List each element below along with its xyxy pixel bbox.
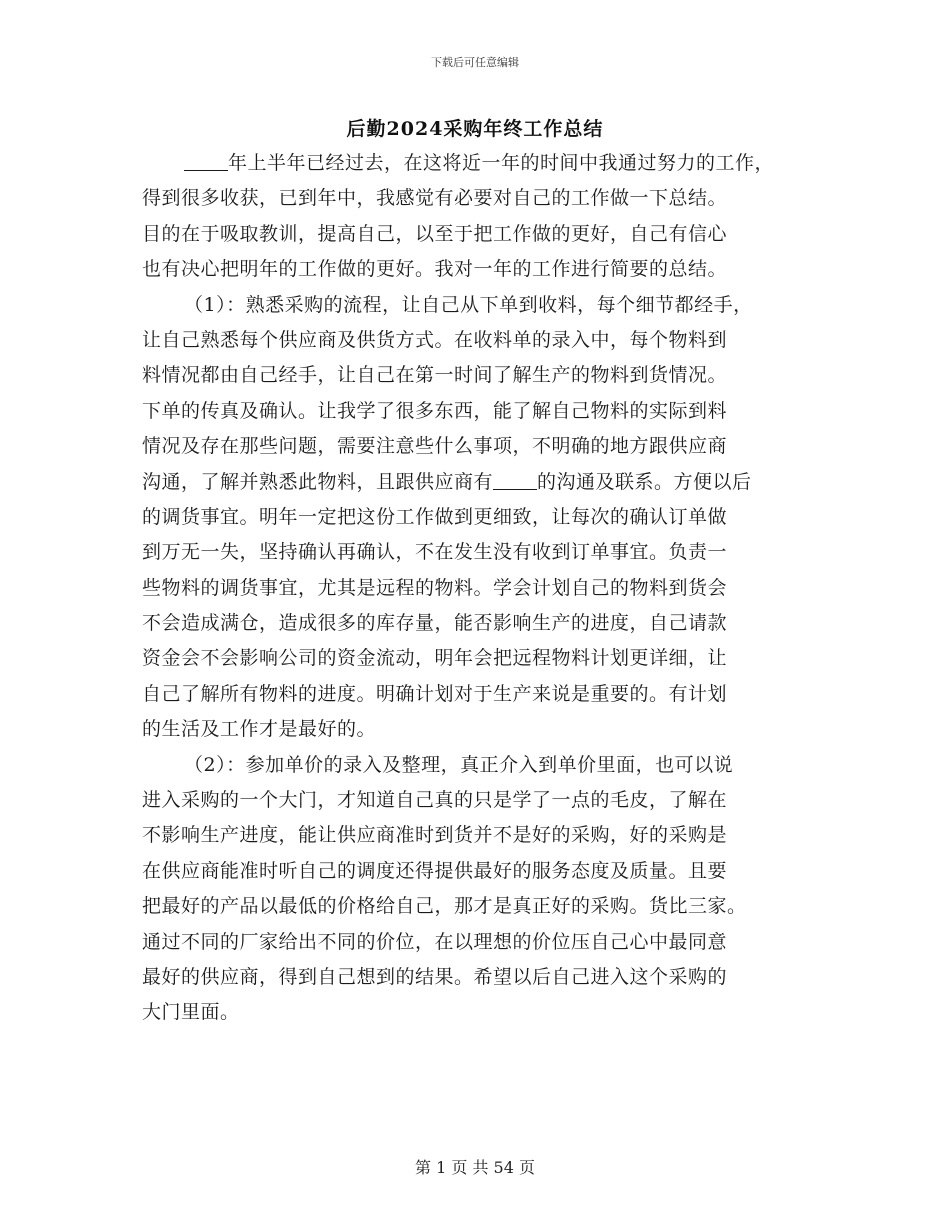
- fill-in-blank: [493, 469, 537, 490]
- paragraph-1-line: 年上半年已经过去，在这将近一年的时间中我通过努力的工作，: [142, 146, 822, 181]
- paragraph-2-line: 情况及存在那些问题，需要注意些什么事项，不明确的地方跟供应商: [142, 435, 728, 458]
- paragraph-1-line: 也有决心把明年的工作做的更好。我对一年的工作进行简要的总结。: [142, 258, 728, 281]
- paragraph-1-line: 目的在于吸取教训，提高自己，以至于把工作做的更好，自己有信心: [142, 222, 728, 245]
- paragraph-2-line: 料情况都由自己经手，让自己在第一时间了解生产的物料到货情况。: [142, 364, 728, 387]
- paragraph-2-line: 让自己熟悉每个供应商及供货方式。在收料单的录入中，每个物料到: [142, 328, 728, 351]
- paragraph-2-line: 些物料的调货事宜，尤其是远程的物料。学会计划自己的物料到货会: [142, 576, 728, 599]
- paragraph-3-line: 不影响生产进度，能让供应商准时到货并不是好的采购，好的采购是: [142, 824, 728, 847]
- fill-in-blank: [184, 150, 228, 171]
- document-body: [142, 146, 822, 1031]
- paragraph-2-line: 的调货事宜。明年一定把这份工作做到更细致，让每次的确认订单做: [142, 505, 728, 528]
- paragraph-2-line: （1）：熟悉采购的流程，让自己从下单到收料，每个细节都经手，: [184, 293, 753, 316]
- paragraph-2-line: 自己了解所有物料的进度。明确计划对于生产来说是重要的。有计划: [142, 682, 728, 705]
- paragraph-3-line: （2）：参加单价的录入及整理，真正介入到单价里面，也可以说: [184, 753, 734, 776]
- paragraph-3-line: 把最好的产品以最低的价格给自己，那才是真正好的采购。货比三家。: [142, 895, 747, 918]
- paragraph-3-line: 在供应商能准时听自己的调度还得提供最好的服务态度及质量。且要: [142, 859, 728, 882]
- paragraph-1-line: 得到很多收获，已到年中，我感觉有必要对自己的工作做一下总结。: [142, 187, 728, 210]
- document-title: 后勤2024采购年终工作总结: [346, 118, 604, 140]
- paragraph-2-line: 到万无一失，坚持确认再确认，不在发生没有收到订单事宜。负责一: [142, 541, 728, 564]
- paragraph-3-line: 最好的供应商，得到自己想到的结果。希望以后自己进入这个采购的: [142, 965, 728, 988]
- paragraph-3-line: 通过不同的厂家给出不同的价位，在以理想的价位压自己心中最同意: [142, 930, 728, 953]
- paragraph-3-line: 进入采购的一个大门，才知道自己真的只是学了一点的毛皮，了解在: [142, 789, 728, 812]
- page-header-note: 下载后可任意编辑: [431, 56, 519, 69]
- page-number-footer: 第 1 页 共 54 页: [415, 1158, 535, 1177]
- paragraph-2-line: 资金会不会影响公司的资金流动，明年会把远程物料计划更详细，让: [142, 647, 728, 670]
- paragraph-2-line: 下单的传真及确认。让我学了很多东西，能了解自己物料的实际到料: [142, 399, 728, 422]
- paragraph-2-line: 的生活及工作才是最好的。: [142, 718, 377, 741]
- paragraph-2-line: 沟通，了解并熟悉此物料，且跟供应商有 的沟通及联系。方便以后: [142, 470, 752, 493]
- paragraph-3-line: 大门里面。: [142, 1001, 240, 1024]
- paragraph-2-line: 不会造成满仓，造成很多的库存量，能否影响生产的进度，自己请款: [142, 612, 728, 635]
